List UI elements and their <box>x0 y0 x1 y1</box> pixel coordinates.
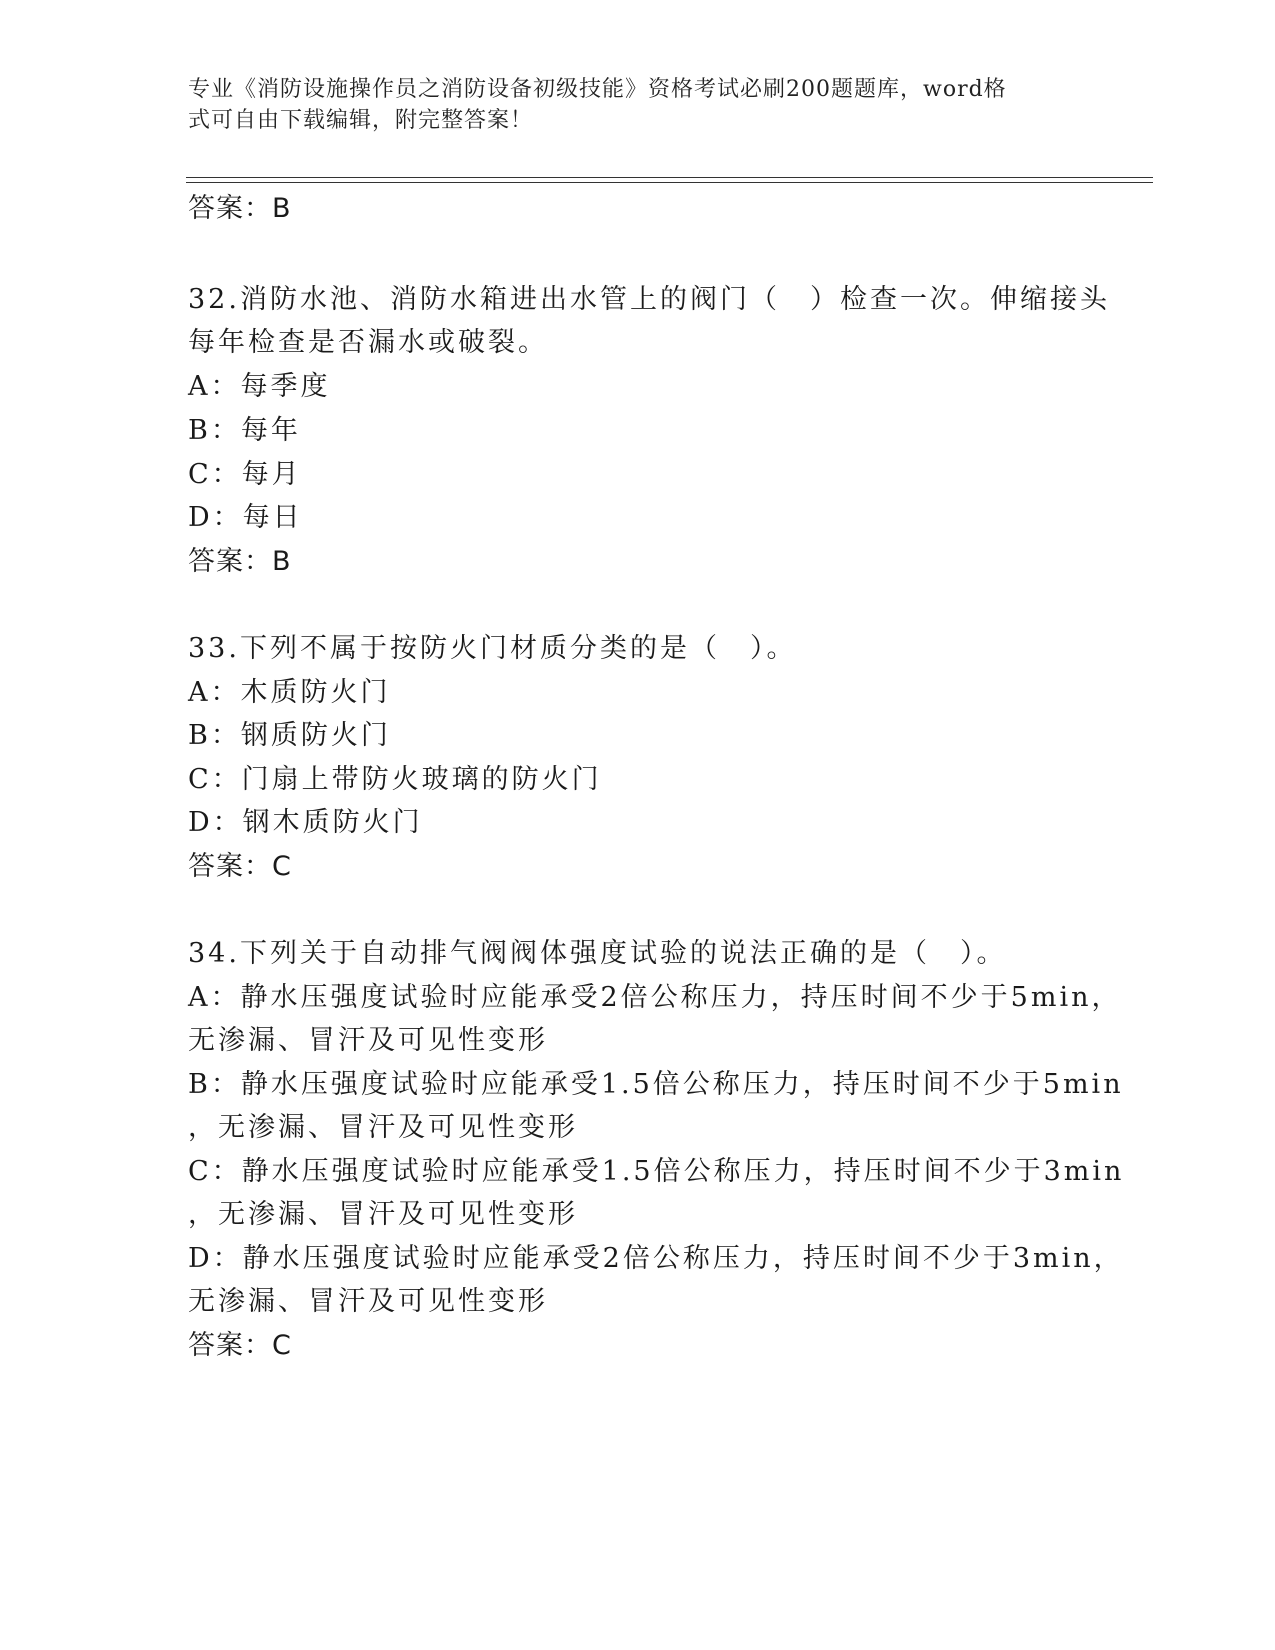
q32-option-b: B：每年 <box>188 415 301 446</box>
q32-stem-line-2: 每年检查是否漏水或破裂。 <box>188 327 548 358</box>
q34-option-d-line-1: D：静水压强度试验时应能承受2倍公称压力，持压时间不少于3min， <box>188 1243 1124 1274</box>
q34-option-a-line-2: 无渗漏、冒汗及可见性变形 <box>188 1025 548 1056</box>
q34-answer: 答案：C <box>188 1330 292 1361</box>
previous-answer: 答案：B <box>188 193 292 224</box>
header-divider-top <box>186 177 1153 178</box>
q34-option-d-line-2: 无渗漏、冒汗及可见性变形 <box>188 1286 548 1317</box>
header-line-1: 专业《消防设施操作员之消防设备初级技能》资格考试必刷200题题库，word格 <box>188 77 1007 102</box>
q34-stem-line-1: 34.下列关于自动排气阀阀体强度试验的说法正确的是（ ）。 <box>188 938 1007 969</box>
q34-option-b-line-1: B：静水压强度试验时应能承受1.5倍公称压力，持压时间不少于5min <box>188 1069 1124 1100</box>
q34-option-c-line-1: C：静水压强度试验时应能承受1.5倍公称压力，持压时间不少于3min <box>188 1156 1125 1187</box>
q33-option-b: B：钢质防火门 <box>188 720 391 751</box>
q33-option-d: D：钢木质防火门 <box>188 807 423 838</box>
q32-option-d: D：每日 <box>188 502 303 533</box>
document-header <box>188 74 1088 136</box>
q34-option-c-line-2: ，无渗漏、冒汗及可见性变形 <box>188 1199 578 1230</box>
q33-stem-line-1: 33.下列不属于按防火门材质分类的是（ ）。 <box>188 633 797 664</box>
q33-answer: 答案：C <box>188 851 292 882</box>
q32-stem-line-1: 32.消防水池、消防水箱进出水管上的阀门（ ）检查一次。伸缩接头 <box>188 284 1110 315</box>
q33-option-a: A：木质防火门 <box>188 677 391 708</box>
q32-option-c: C：每月 <box>188 459 302 490</box>
q33-option-c: C：门扇上带防火玻璃的防火门 <box>188 764 602 795</box>
q32-option-a: A：每季度 <box>188 371 331 402</box>
header-divider-bottom <box>186 182 1153 183</box>
q34-option-a-line-1: A：静水压强度试验时应能承受2倍公称压力，持压时间不少于5min， <box>188 982 1122 1013</box>
q32-answer: 答案：B <box>188 546 292 577</box>
header-line-2: 式可自由下载编辑，附完整答案！ <box>188 108 534 133</box>
q34-option-b-line-2: ，无渗漏、冒汗及可见性变形 <box>188 1112 578 1143</box>
